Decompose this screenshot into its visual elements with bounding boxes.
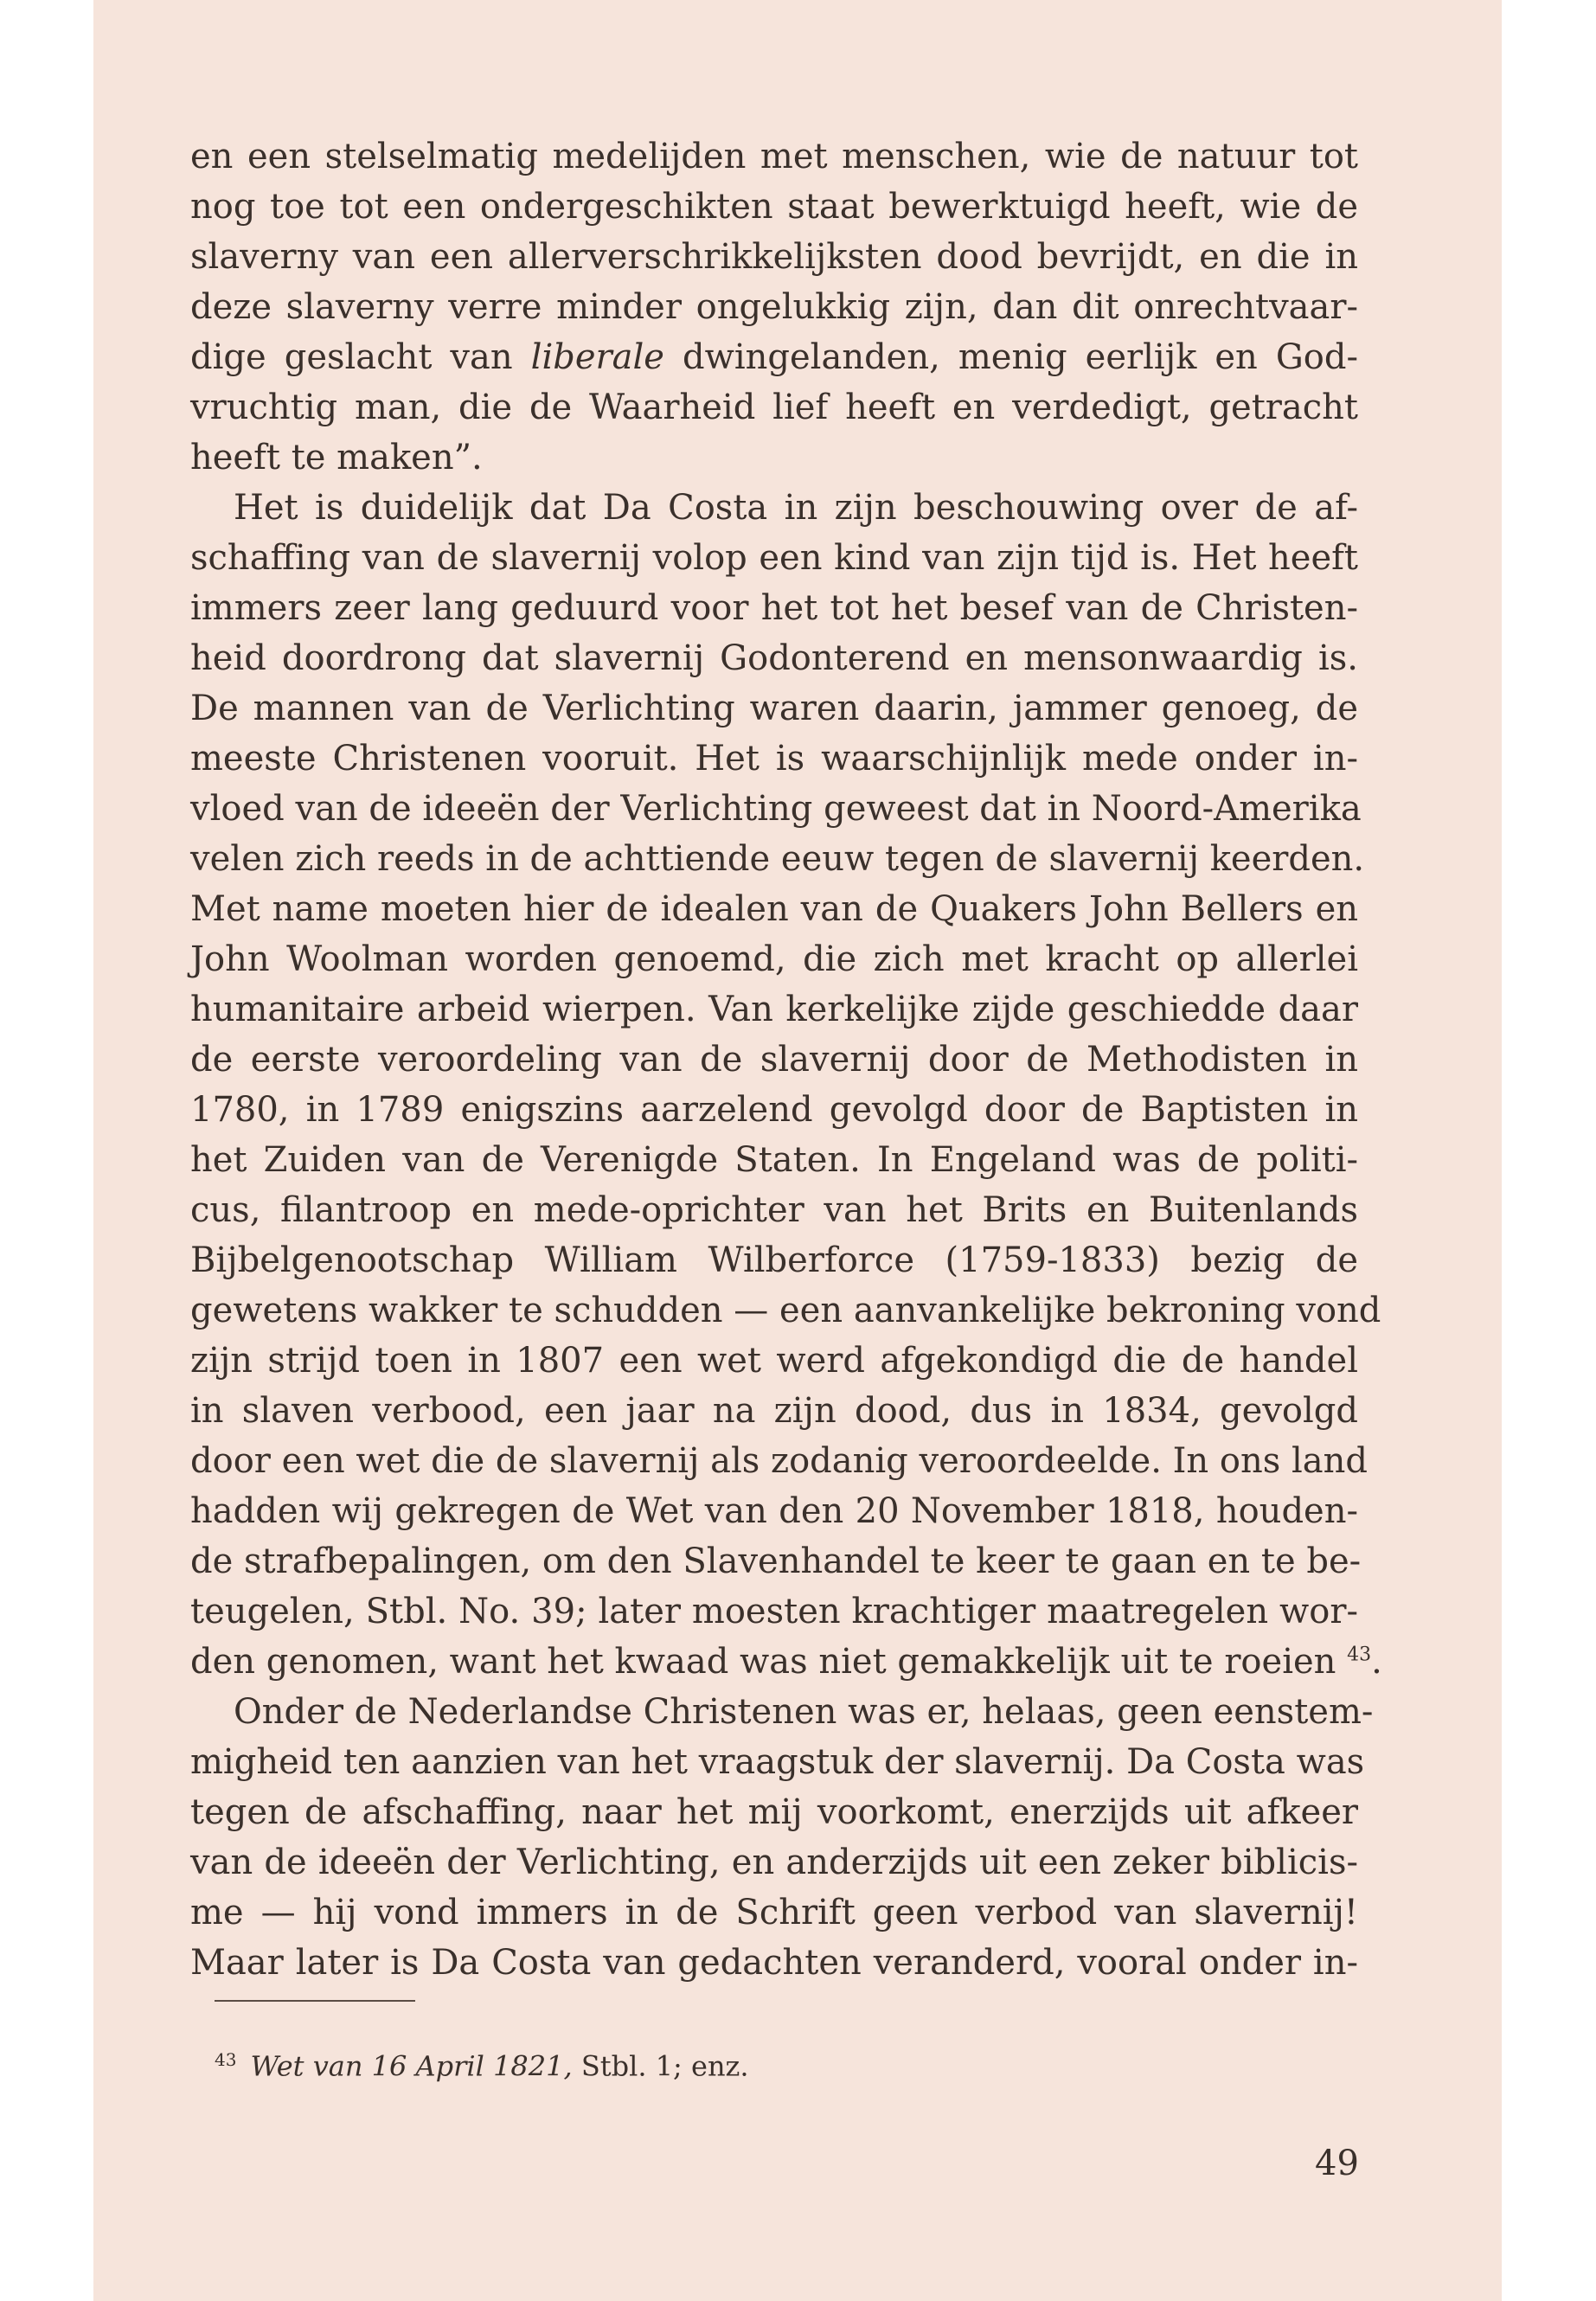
italic-word: liberale: [530, 337, 664, 377]
text-line: Bijbelgenootschap William Wilberforce (1759-1833) bezig de: [190, 1240, 1358, 1280]
text-line: De mannen van de Verlichting waren daarin, jammer genoeg, de: [190, 689, 1358, 728]
text-line: humanitaire arbeid wierpen. Van kerkelijke zijde geschiedde daar: [190, 990, 1358, 1029]
text-line: heeft te maken”.: [190, 438, 483, 478]
text-fragment: dwingelanden, menig eerlijk en God-: [663, 337, 1358, 377]
text-line: gewetens wakker te schudden — een aanvankelijke bekroning vond: [190, 1291, 1381, 1330]
text-line: heid doordrong dat slavernij Godonterend en mensonwaardig is.: [190, 638, 1358, 678]
text-line: het Zuiden van de Verenigde Staten. In Engeland was de politi-: [190, 1140, 1358, 1180]
text-line: vruchtig man, die de Waarheid lief heeft en verdedigt, getracht: [190, 388, 1358, 427]
page-number: 49: [1315, 2144, 1359, 2183]
text-line: migheid ten aanzien van het vraagstuk der slavernij. Da Costa was: [190, 1742, 1365, 1782]
text-line: de eerste veroordeling van de slavernij door de Methodisten in: [190, 1040, 1358, 1080]
text-line: zijn strijd toen in 1807 een wet werd afgekondigd die de handel: [190, 1341, 1358, 1381]
footnote-citation: Wet van 16 April 1821,: [250, 2049, 573, 2083]
footnote-reference: 43: [1347, 1644, 1372, 1666]
text-line: me — hij vond immers in de Schrift geen verbod van slavernij!: [190, 1893, 1358, 1932]
text-line: velen zich reeds in de achttiende eeuw tegen de slavernij keerden.: [190, 839, 1365, 879]
text-line: schaffing van de slavernij volop een kind van zijn tijd is. Het heeft: [190, 538, 1358, 578]
book-page: [93, 0, 1502, 2301]
text-line: hadden wij gekregen de Wet van den 20 November 1818, houden-: [190, 1491, 1358, 1531]
text-line: immers zeer lang geduurd voor het tot het besef van de Christen-: [190, 588, 1358, 628]
text-line: John Woolman worden genoemd, die zich met kracht op allerlei: [190, 939, 1358, 979]
text-line: en een stelselmatig medelijden met menschen, wie de natuur tot: [190, 137, 1358, 176]
text-line: van de ideeën der Verlichting, en anderzijds uit een zeker biblicis-: [190, 1843, 1358, 1882]
text-line: deze slaverny verre minder ongelukkig zijn, dan dit onrechtvaar-: [190, 287, 1358, 327]
text-line: Onder de Nederlandse Christenen was er, helaas, geen eenstem-: [234, 1692, 1374, 1732]
text-line: Het is duidelijk dat Da Costa in zijn beschouwing over de af-: [234, 488, 1358, 528]
text-fragment: den genomen, want het kwaad was niet gemakkelijk uit te roeien: [190, 1642, 1348, 1682]
text-line: de strafbepalingen, om den Slavenhandel te keer te gaan en te be-: [190, 1541, 1362, 1581]
text-line: tegen de afschaffing, naar het mij voorkomt, enerzijds uit afkeer: [190, 1792, 1358, 1832]
text-fragment: dige geslacht van: [190, 337, 531, 377]
footnote: [215, 2040, 749, 2086]
text-line: slaverny van een allerverschrikkelijksten dood bevrijdt, en die in: [190, 237, 1358, 277]
text-line: Met name moeten hier de idealen van de Quakers John Bellers en: [190, 889, 1358, 929]
footnote-divider: [215, 2000, 415, 2002]
footnote-number: 43: [215, 2049, 237, 2070]
text-line: nog toe tot een ondergeschikten staat bewerktuigd heeft, wie de: [190, 187, 1358, 227]
text-line: vloed van de ideeën der Verlichting geweest dat in Noord-Amerika: [190, 789, 1362, 829]
footnote-text: Stbl. 1; enz.: [580, 2049, 749, 2083]
text-fragment: .: [1371, 1642, 1382, 1682]
text-line: door een wet die de slavernij als zodanig veroordeelde. In ons land: [190, 1441, 1368, 1481]
text-line: Maar later is Da Costa van gedachten veranderd, vooral onder in-: [190, 1943, 1358, 1983]
body-text: [190, 131, 1382, 1988]
text-line: 1780, in 1789 enigszins aarzelend gevolgd door de Baptisten in: [190, 1090, 1358, 1130]
text-line: meeste Christenen vooruit. Het is waarschijnlijk mede onder in-: [190, 739, 1358, 779]
text-line: in slaven verbood, een jaar na zijn dood, dus in 1834, gevolgd: [190, 1391, 1358, 1431]
text-line: [190, 332, 1358, 382]
text-line: cus, filantroop en mede-oprichter van het Brits en Buitenlands: [190, 1190, 1358, 1230]
text-line: [190, 1637, 1382, 1687]
text-line: teugelen, Stbl. No. 39; later moesten krachtiger maatregelen wor-: [190, 1592, 1358, 1631]
